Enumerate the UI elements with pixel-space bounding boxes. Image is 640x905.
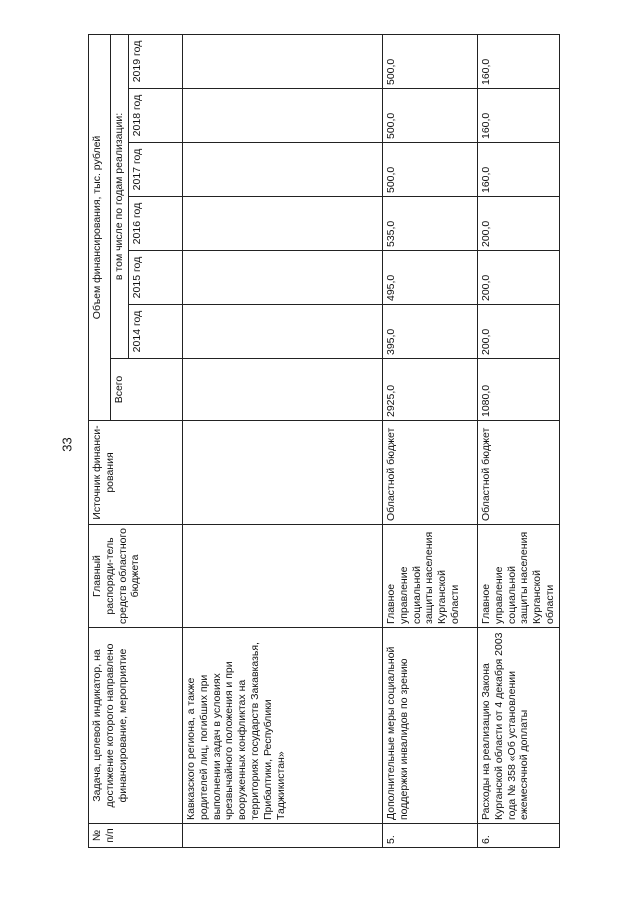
row-source: Областной бюджет <box>383 421 478 525</box>
row-year-value: 535,0 <box>383 197 478 251</box>
header-by-years: в том числе по годам реализации: <box>111 34 129 358</box>
header-total: Всего <box>111 359 183 421</box>
row-year-value: 395,0 <box>383 305 478 359</box>
row-year-value <box>183 251 383 305</box>
table-row <box>478 34 560 847</box>
header-year: 2019 год <box>129 34 183 88</box>
row-admin: Главное управление социальной защиты населения Курганской области <box>478 525 560 628</box>
row-year-value: 500,0 <box>383 34 478 88</box>
row-year-value: 200,0 <box>478 197 560 251</box>
row-num <box>183 824 383 848</box>
row-total <box>183 359 383 421</box>
row-source: Областной бюджет <box>478 421 560 525</box>
row-num: 5. <box>383 824 478 848</box>
row-year-value <box>183 34 383 88</box>
header-volume: Объем финансирования, тыс. рублей <box>89 34 111 420</box>
row-task: Дополнительные меры социальной поддержки инвалидов по зрению <box>383 628 478 824</box>
row-year-value: 495,0 <box>383 251 478 305</box>
row-year-value: 200,0 <box>478 305 560 359</box>
row-year-value: 500,0 <box>383 143 478 197</box>
row-num: 6. <box>478 824 560 848</box>
row-year-value <box>183 305 383 359</box>
header-source: Источник финанси-рования <box>89 421 183 525</box>
row-year-value <box>183 143 383 197</box>
row-year-value: 160,0 <box>478 143 560 197</box>
row-year-value <box>183 89 383 143</box>
header-admin: Главный распоряди-тель средств областного бюджета <box>89 525 183 628</box>
header-year: 2016 год <box>129 197 183 251</box>
row-year-value: 160,0 <box>478 34 560 88</box>
row-task: Расходы на реализацию Закона Курганской области от 4 декабря 2003 года № 358 «Об установлении ежемесячной доплаты <box>478 628 560 824</box>
row-total: 1080,0 <box>478 359 560 421</box>
header-year: 2015 год <box>129 251 183 305</box>
header-year: 2014 год <box>129 305 183 359</box>
row-source <box>183 421 383 525</box>
table-row <box>383 34 478 847</box>
row-task: Кавказского региона, а также родителей лиц, погибших при выполнении задач в условиях чрезвычайного положения и при вооруженных конфликтах на территориях государств Закавказья, Прибалтики, Республики Таджикистан» <box>183 628 383 824</box>
header-num: № п/п <box>89 824 183 848</box>
budget-table <box>88 34 560 848</box>
row-year-value <box>183 197 383 251</box>
row-total: 2925,0 <box>383 359 478 421</box>
rotated-table-wrapper <box>88 35 557 848</box>
row-admin: Главное управление социальной защиты населения Курганской области <box>383 525 478 628</box>
row-year-value: 200,0 <box>478 251 560 305</box>
header-task: Задача, целевой индикатор, на достижение которого направлено финансирование, мероприятие <box>89 628 183 824</box>
header-year: 2018 год <box>129 89 183 143</box>
table-row <box>183 34 383 847</box>
row-year-value: 160,0 <box>478 89 560 143</box>
header-year: 2017 год <box>129 143 183 197</box>
page-number: 33 <box>59 437 75 452</box>
row-year-value: 500,0 <box>383 89 478 143</box>
row-admin <box>183 525 383 628</box>
